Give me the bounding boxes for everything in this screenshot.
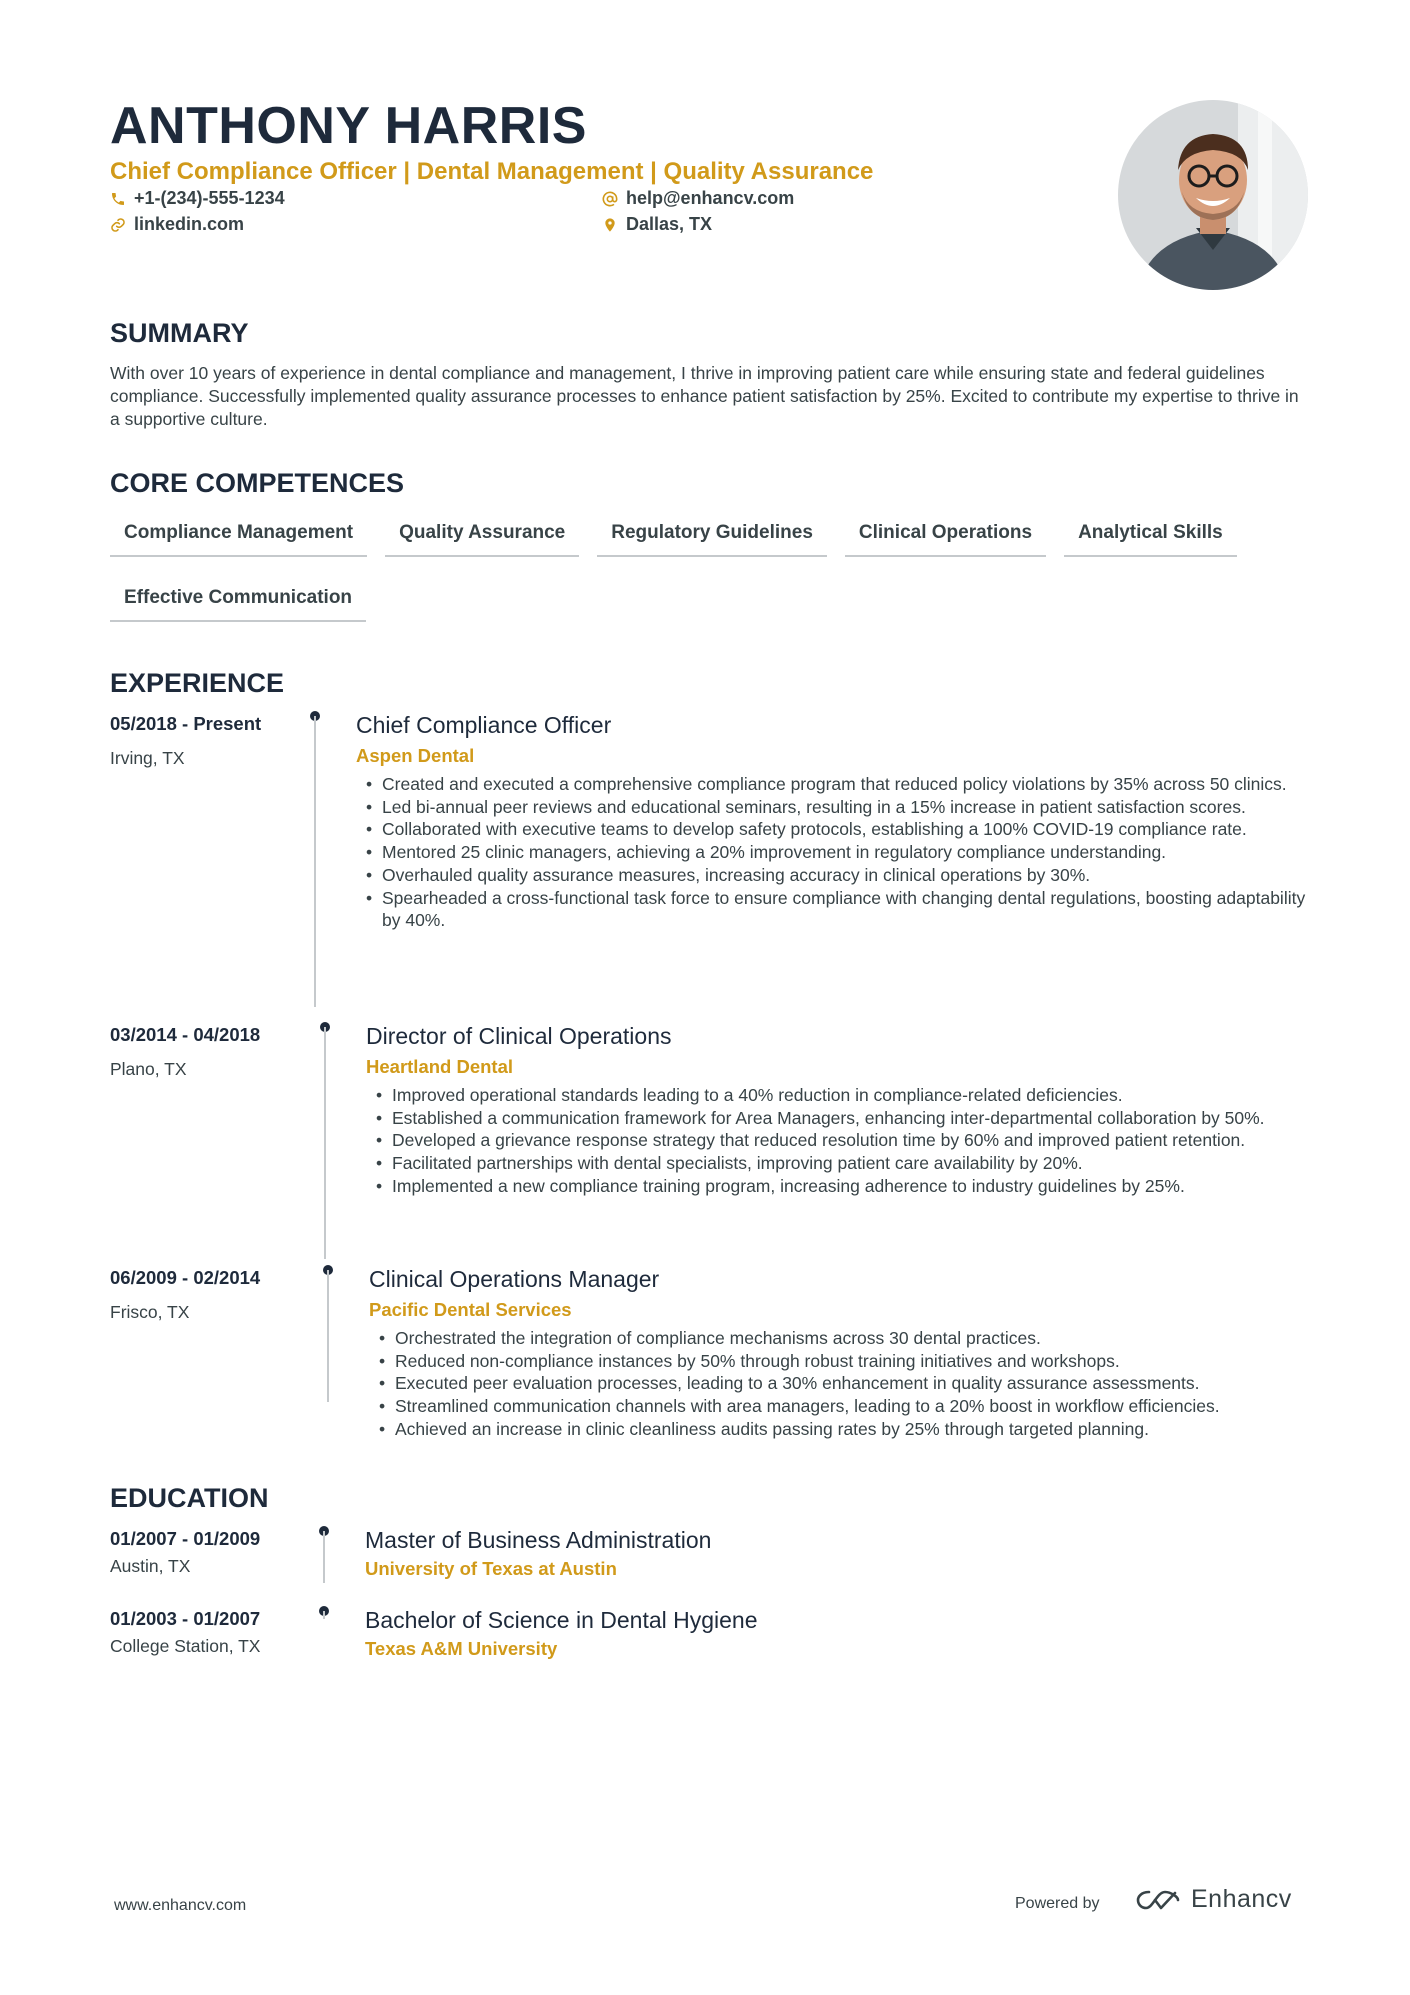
competences-heading: CORE COMPETENCES <box>110 468 405 498</box>
skill-tag: Clinical Operations <box>845 506 1046 557</box>
footer-url[interactable]: www.enhancv.com <box>114 1897 247 1914</box>
bullet-item: • Facilitated partnerships with dental specialists, improving patient care availability by 20%. <box>366 1152 1326 1175</box>
location-text: Dallas, TX <box>626 214 713 234</box>
edu-entry <box>365 1527 1325 1580</box>
brand-name: Enhancv <box>1191 1885 1292 1913</box>
bullet-item: • Implemented a new compliance training program, increasing adherence to industry guidelines by 25%. <box>366 1175 1326 1198</box>
job-title: Director of Clinical Operations <box>366 1023 672 1049</box>
email-text: help@enhancv.com <box>626 188 795 208</box>
timeline-line <box>323 1531 325 1583</box>
job-entry <box>356 712 1316 932</box>
candidate-name: ANTHONY HARRIS <box>110 97 587 155</box>
skill-tag: Analytical Skills <box>1064 506 1237 557</box>
job-location: Plano, TX <box>110 1059 187 1079</box>
company-name: Aspen Dental <box>356 745 475 766</box>
job-bullets <box>369 1327 1329 1441</box>
bullet-item: • Established a communication framework for Area Managers, enhancing inter-departmental collaboration by 50%. <box>366 1107 1326 1130</box>
edu-meta <box>110 1528 260 1577</box>
education-heading: EDUCATION <box>110 1483 269 1513</box>
job-title: Clinical Operations Manager <box>369 1266 660 1292</box>
bullet-item: • Orchestrated the integration of compliance mechanisms across 30 dental practices. <box>369 1327 1329 1350</box>
school-name: University of Texas at Austin <box>365 1558 617 1579</box>
job-dates: 03/2014 - 04/2018 <box>110 1024 261 1045</box>
edu-dates: 01/2003 - 01/2007 <box>110 1608 261 1629</box>
candidate-headline: Chief Compliance Officer | Dental Management | Quality Assurance <box>110 158 874 185</box>
bullet-item: • Streamlined communication channels with area managers, leading to a 20% boost in workflow efficiencies. <box>369 1395 1329 1418</box>
profile-photo <box>1118 100 1308 290</box>
bullet-item: • Collaborated with executive teams to develop safety protocols, establishing a 100% COVID-19 compliance rate. <box>356 818 1316 841</box>
contact-phone[interactable] <box>110 188 285 209</box>
skill-tag: Quality Assurance <box>385 506 579 557</box>
powered-by-text: Powered by <box>1015 1895 1100 1912</box>
phone-icon <box>110 191 126 207</box>
bullet-item: • Reduced non-compliance instances by 50% through robust training initiatives and workshops. <box>369 1350 1329 1373</box>
job-meta <box>110 713 261 769</box>
skill-tag: Regulatory Guidelines <box>597 506 827 557</box>
job-bullets <box>356 773 1316 932</box>
edu-dates: 01/2007 - 01/2009 <box>110 1528 261 1549</box>
bullet-item: • Executed peer evaluation processes, leading to a 30% enhancement in quality assurance assessments. <box>369 1372 1329 1395</box>
edu-entry <box>365 1607 1325 1660</box>
summary-heading: SUMMARY <box>110 318 249 348</box>
contact-email[interactable] <box>602 188 794 209</box>
job-meta <box>110 1024 260 1080</box>
experience-heading: EXPERIENCE <box>110 668 285 698</box>
bullet-item: • Developed a grievance response strategy that reduced resolution time by 60% and improved patient retention. <box>366 1129 1326 1152</box>
skills-list <box>110 506 1310 622</box>
bullet-item: • Improved operational standards leading to a 40% reduction in compliance-related deficiencies. <box>366 1084 1326 1107</box>
job-entry <box>369 1266 1329 1441</box>
job-location: Irving, TX <box>110 748 185 768</box>
bullet-item: • Achieved an increase in clinic cleanliness audits passing rates by 25% through targeted planning. <box>369 1418 1329 1441</box>
contact-linkedin[interactable] <box>110 214 244 235</box>
company-name: Heartland Dental <box>366 1056 514 1077</box>
job-entry <box>366 1023 1326 1198</box>
bullet-item: • Created and executed a comprehensive compliance program that reduced policy violations by 35% across 50 clinics. <box>356 773 1316 796</box>
skill-tag: Compliance Management <box>110 506 367 557</box>
link-icon <box>110 217 126 233</box>
company-name: Pacific Dental Services <box>369 1299 572 1320</box>
timeline-line <box>327 1270 329 1402</box>
brand-logo[interactable] <box>1135 1885 1292 1914</box>
avatar-illustration <box>1118 100 1308 290</box>
bullet-item: • Overhauled quality assurance measures, increasing accuracy in clinical operations by 30%. <box>356 864 1316 887</box>
timeline-line <box>323 1611 325 1619</box>
summary-text: With over 10 years of experience in dental compliance and management, I thrive in improving patient care while ensuring state and federal guidelines compliance. Successfully implemented quality assurance processes to enhance patient satisfaction by 25%. Excited to contribute my expertise to thrive in a supportive culture. <box>110 363 1299 429</box>
job-dates: 06/2009 - 02/2014 <box>110 1267 261 1288</box>
school-name: Texas A&M University <box>365 1638 558 1659</box>
edu-location: Austin, TX <box>110 1556 191 1576</box>
edu-meta <box>110 1608 260 1657</box>
linkedin-text: linkedin.com <box>134 214 245 234</box>
skill-tag: Effective Communication <box>110 571 366 622</box>
job-bullets <box>366 1084 1326 1198</box>
job-location: Frisco, TX <box>110 1302 190 1322</box>
degree-title: Bachelor of Science in Dental Hygiene <box>365 1607 758 1633</box>
timeline-line <box>314 716 316 1007</box>
location-pin-icon <box>602 217 618 233</box>
bullet-item: • Led bi-annual peer reviews and educational seminars, resulting in a 15% increase in patient satisfaction scores. <box>356 796 1316 819</box>
enhancv-logo-icon <box>1135 1888 1181 1912</box>
contact-location <box>602 214 712 235</box>
phone-text: +1-(234)-555-1234 <box>134 188 285 208</box>
edu-location: College Station, TX <box>110 1636 261 1656</box>
job-title: Chief Compliance Officer <box>356 712 612 738</box>
job-dates: 05/2018 - Present <box>110 713 262 734</box>
job-meta <box>110 1267 260 1323</box>
bullet-item: • Spearheaded a cross-functional task force to ensure compliance with changing dental regulations, boosting adaptability by 40%. <box>356 887 1316 932</box>
degree-title: Master of Business Administration <box>365 1527 712 1553</box>
timeline-line <box>324 1027 326 1259</box>
at-icon <box>602 191 618 207</box>
bullet-item: • Mentored 25 clinic managers, achieving a 20% improvement in regulatory compliance understanding. <box>356 841 1316 864</box>
